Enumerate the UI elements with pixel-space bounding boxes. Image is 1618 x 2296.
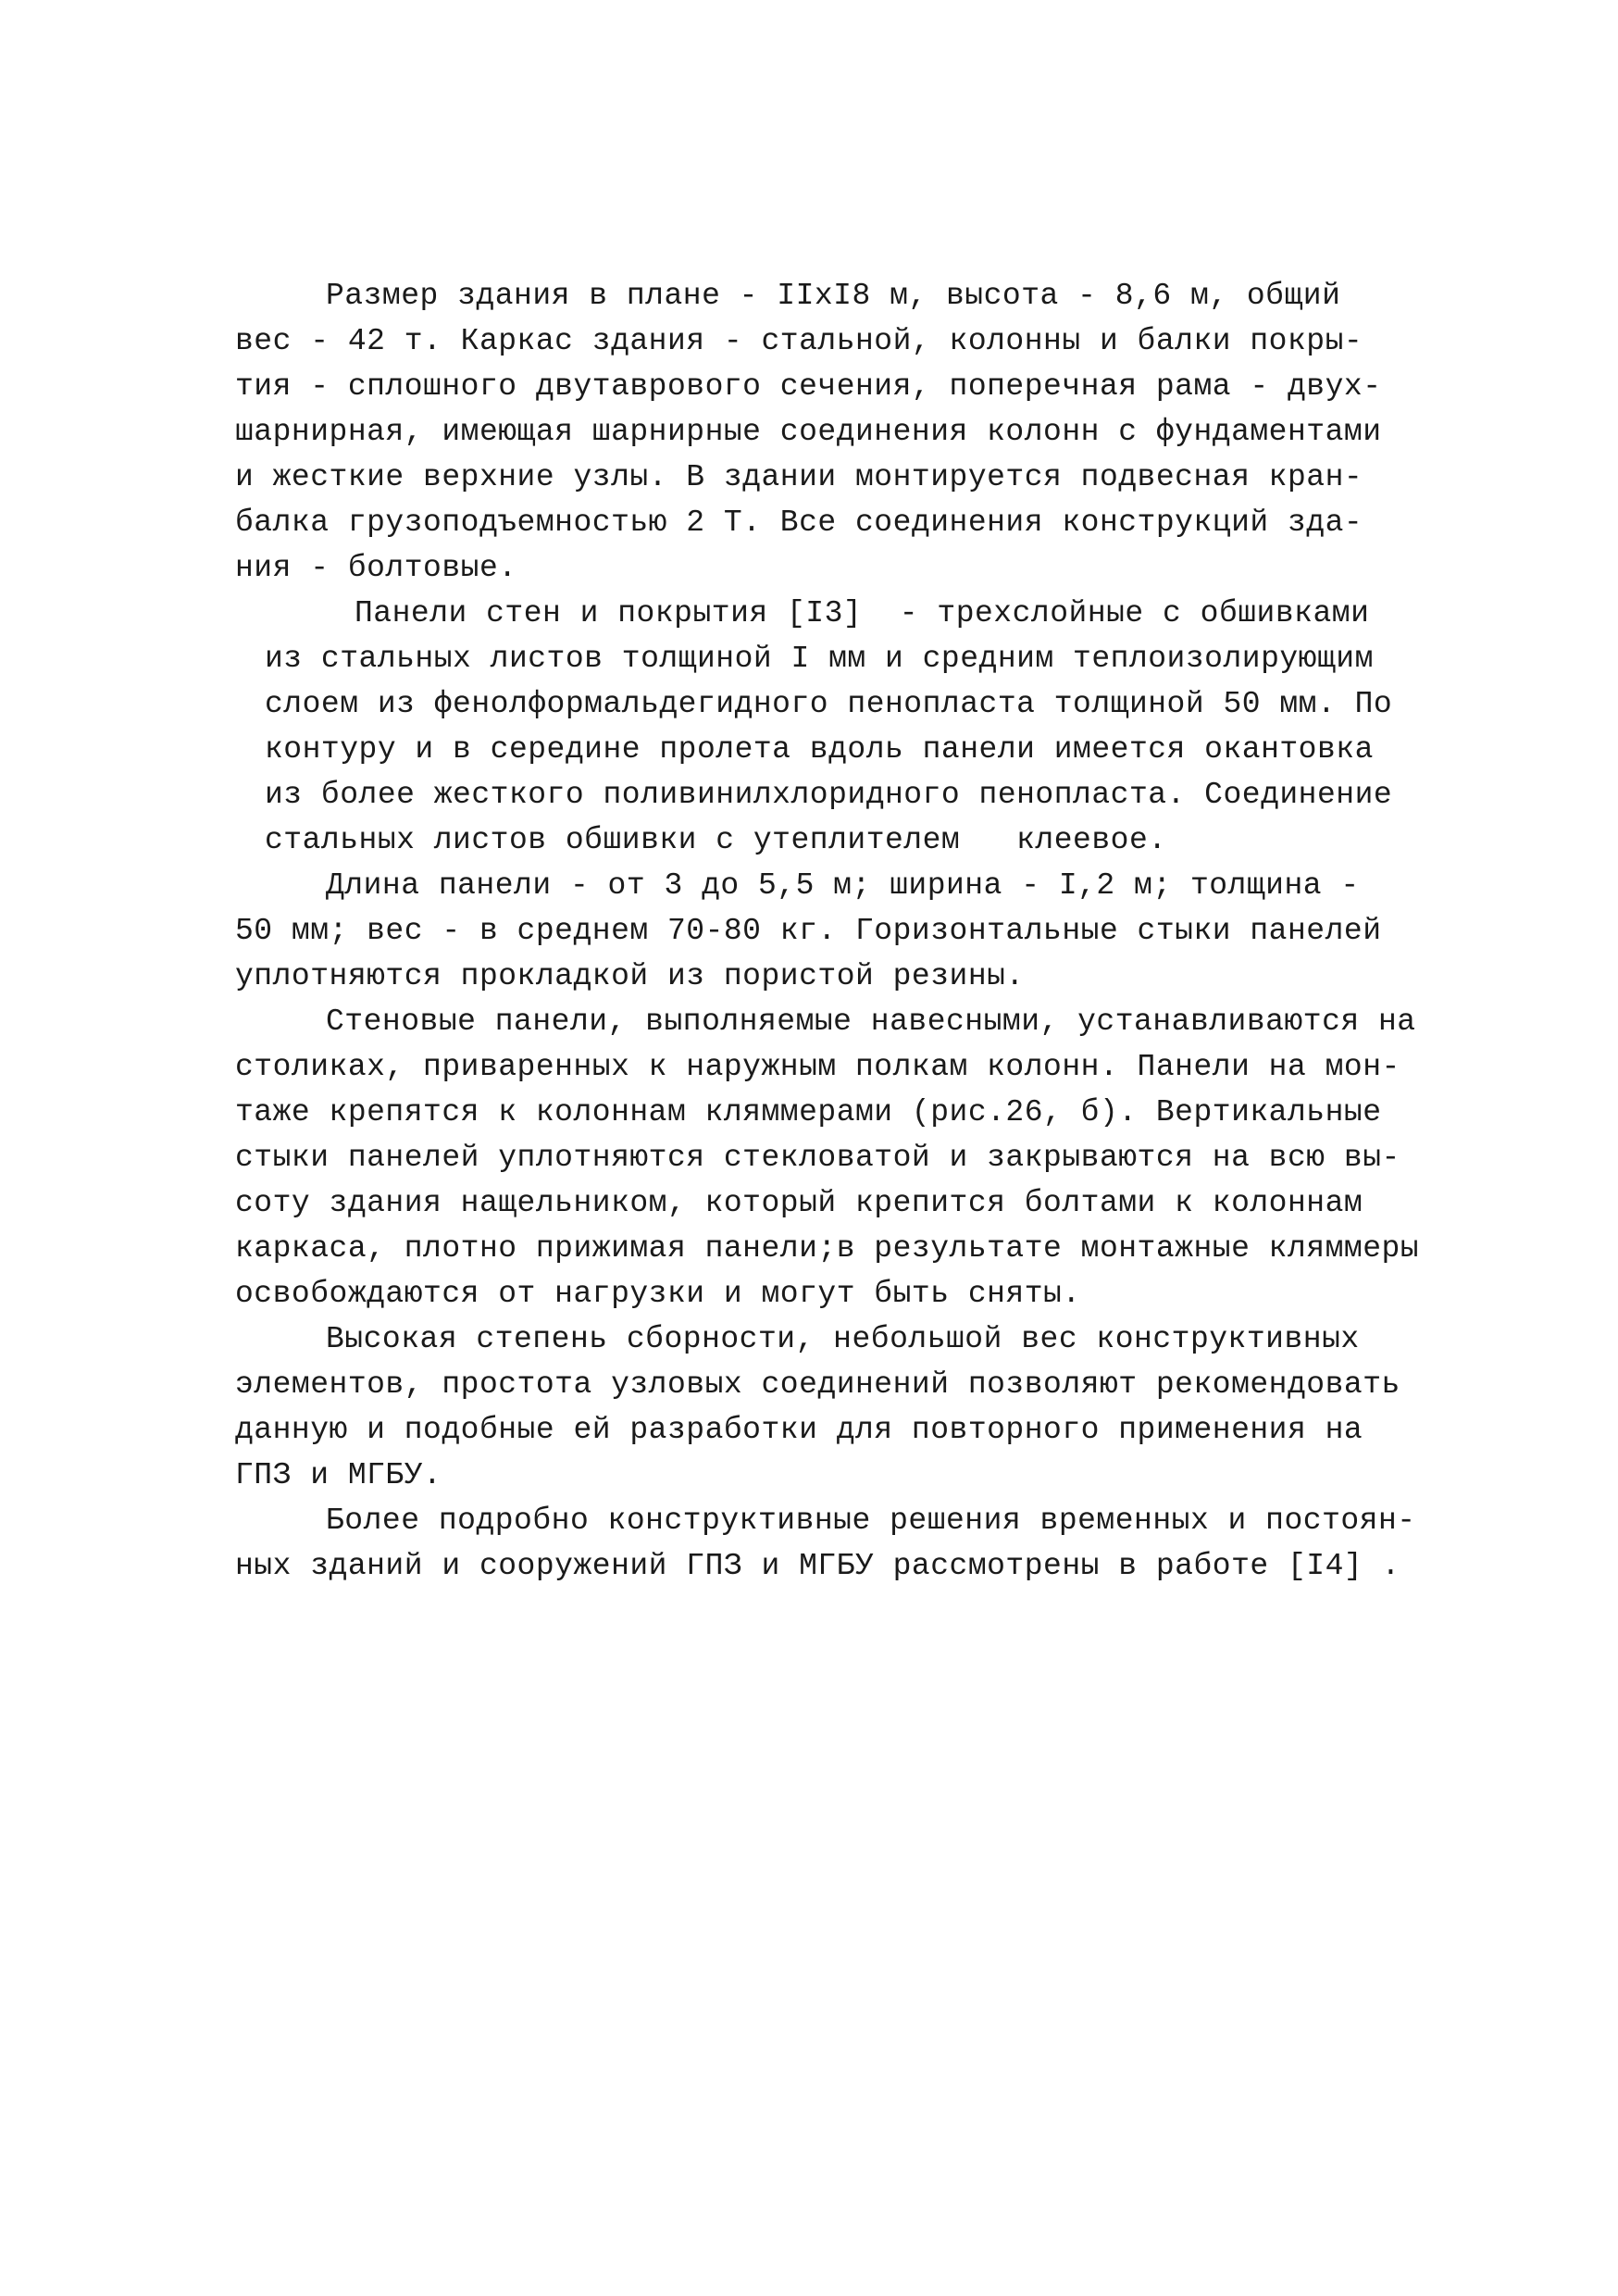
text-line: каркаса, плотно прижимая панели;в результате монтажные кляммеры — [235, 1231, 1420, 1266]
text-line: 50 мм; вес - в среднем 70-80 кг. Горизонтальные стыки панелей — [235, 914, 1382, 948]
text-line: столиках, приваренных к наружным полкам колонн. Панели на мон- — [235, 1050, 1400, 1084]
text-line: ния - болтовые. — [235, 551, 517, 585]
text-line: стыки панелей уплотняются стекловатой и закрываются на всю вы- — [235, 1141, 1400, 1175]
text-line: тия - сплошного двутаврового сечения, поперечная рама - двух- — [235, 369, 1382, 404]
text-line: данную и подобные ей разработки для повторного применения на — [235, 1413, 1363, 1447]
text-line: стальных листов обшивки с утеплителем клеевое. — [265, 823, 1167, 857]
text-line: из стальных листов толщиной I мм и средним теплоизолирующим — [265, 642, 1374, 676]
text-line: Панели стен и покрытия [I3] - трехслойные с обшивками — [355, 596, 1370, 630]
text-line: Размер здания в плане - IIxI8 м, высота - 8,6 м, общий — [326, 279, 1341, 313]
text-line: Более подробно конструктивные решения временных и постоян- — [326, 1504, 1416, 1538]
text-line: слоем из фенолформальдегидного пенопласта толщиной 50 мм. По — [265, 687, 1393, 721]
text-line: из более жесткого поливинилхлоридного пенопласта. Соединение — [265, 778, 1393, 812]
text-line: шарнирная, имеющая шарнирные соединения колонн с фундаментами — [235, 415, 1382, 449]
text-line: элементов, простота узловых соединений позволяют рекомендовать — [235, 1367, 1400, 1402]
text-line: ных зданий и сооружений ГПЗ и МГБУ рассмотрены в работе [I4] . — [235, 1549, 1400, 1583]
text-line: ГПЗ и МГБУ. — [235, 1458, 442, 1492]
text-line: соту здания нащельником, который крепится болтами к колоннам — [235, 1186, 1363, 1220]
text-line: Длина панели - от 3 до 5,5 м; ширина - I,2 м; толщина - — [326, 868, 1360, 903]
text-line: Стеновые панели, выполняемые навесными, устанавливаются на — [326, 1004, 1416, 1039]
text-line: и жесткие верхние узлы. В здании монтируется подвесная кран- — [235, 460, 1363, 494]
text-line: уплотняются прокладкой из пористой резины. — [235, 959, 1025, 993]
text-line: вес - 42 т. Каркас здания - стальной, колонны и балки покры- — [235, 324, 1363, 358]
text-line: таже крепятся к колоннам кляммерами (рис.26, б). Вертикальные — [235, 1095, 1382, 1129]
text-line: освобождаются от нагрузки и могут быть сняты. — [235, 1277, 1081, 1311]
text-line: Высокая степень сборности, небольшой вес конструктивных — [326, 1322, 1360, 1356]
text-line: балка грузоподъемностью 2 Т. Все соединения конструкций зда- — [235, 505, 1363, 540]
text-line: контуру и в середине пролета вдоль панели имеется окантовка — [265, 732, 1374, 767]
